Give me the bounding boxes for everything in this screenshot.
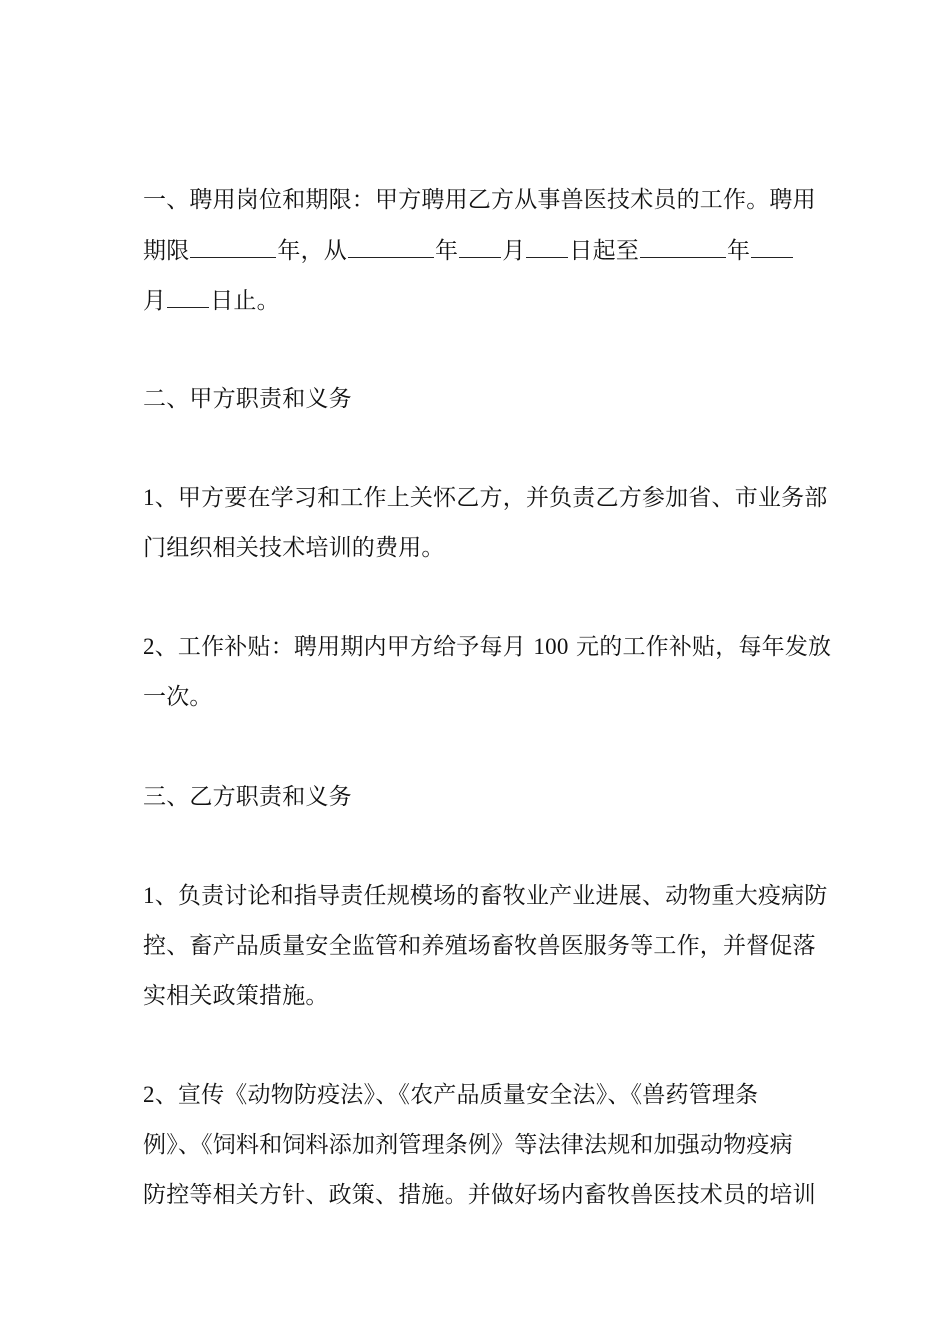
- section3-item2-line2: [143, 1130, 813, 1160]
- section1-line1: [143, 185, 816, 215]
- subsidy-amount: 100: [533, 634, 569, 659]
- item-text: 一次。: [143, 684, 213, 710]
- section3-heading: [143, 782, 813, 812]
- start-year-blank: [348, 235, 434, 258]
- item-text: 元的工作补贴，每年发放: [568, 634, 832, 660]
- item-text: 例》、《饲料和饲料添加剂管理条例》等法律法规和加强动物疫病: [143, 1132, 793, 1158]
- year-label: 年: [435, 238, 459, 264]
- item-text: 实相关政策措施。: [143, 983, 329, 1009]
- item-text: 、工作补贴：聘用期内甲方给予每月: [154, 634, 534, 660]
- section3-item1-line1: [143, 881, 828, 911]
- item-text: 门组织相关技术培训的费用。: [143, 535, 445, 561]
- section2-item2-line2: [143, 682, 813, 712]
- end-month-label: 月: [143, 288, 167, 314]
- start-day-blank: [526, 235, 568, 258]
- section3-item2-line1: [143, 1080, 813, 1110]
- section2-heading: [143, 384, 813, 414]
- term-label: 期限: [143, 238, 190, 264]
- section2-item1-line2: [143, 533, 813, 563]
- end-year-blank: [640, 235, 726, 258]
- end-day-label: 日止。: [210, 288, 280, 314]
- section2-heading-text: 二、甲方职责和义务: [143, 386, 352, 412]
- item-text: 防控等相关方针、政策、措施。并做好场内畜牧兽医技术员的培训: [143, 1182, 816, 1208]
- section2-item1-line1: [143, 483, 828, 513]
- item-text: 控、畜产品质量安全监管和养殖场畜牧兽医服务等工作，并督促落: [143, 933, 816, 959]
- section2-item2-line1: [143, 632, 832, 662]
- item-text: 、甲方要在学习和工作上关怀乙方，并负责乙方参加省、市业务部: [154, 485, 828, 511]
- start-month-blank: [459, 235, 501, 258]
- section3-item1-line2: [143, 931, 816, 961]
- section1-line3: [143, 285, 813, 316]
- item-number: 2: [143, 1082, 155, 1107]
- end-month-blank: [751, 235, 793, 258]
- section1-line2: [143, 235, 813, 266]
- item-number: 2: [143, 634, 155, 659]
- term-years-blank: [190, 235, 276, 258]
- end-day-blank: [167, 285, 209, 308]
- section3-heading-text: 三、乙方职责和义务: [143, 784, 352, 810]
- item-number: 1: [143, 883, 155, 908]
- day-to-label: 日起至: [569, 238, 640, 264]
- section3-item2-line3: [143, 1180, 816, 1210]
- month-label: 月: [502, 238, 526, 264]
- year-from-label: 年，从: [277, 238, 348, 264]
- section3-item1-line3: [143, 981, 813, 1011]
- item-text: 、负责讨论和指导责任规模场的畜牧业产业进展、动物重大疫病防: [154, 883, 828, 909]
- section1-text: 一、聘用岗位和期限：甲方聘用乙方从事兽医技术员的工作。聘用: [143, 187, 816, 213]
- end-year-label: 年: [727, 238, 751, 264]
- item-text: 、宣传《动物防疫法》、《农产品质量安全法》、《兽药管理条: [154, 1082, 759, 1108]
- item-number: 1: [143, 485, 155, 510]
